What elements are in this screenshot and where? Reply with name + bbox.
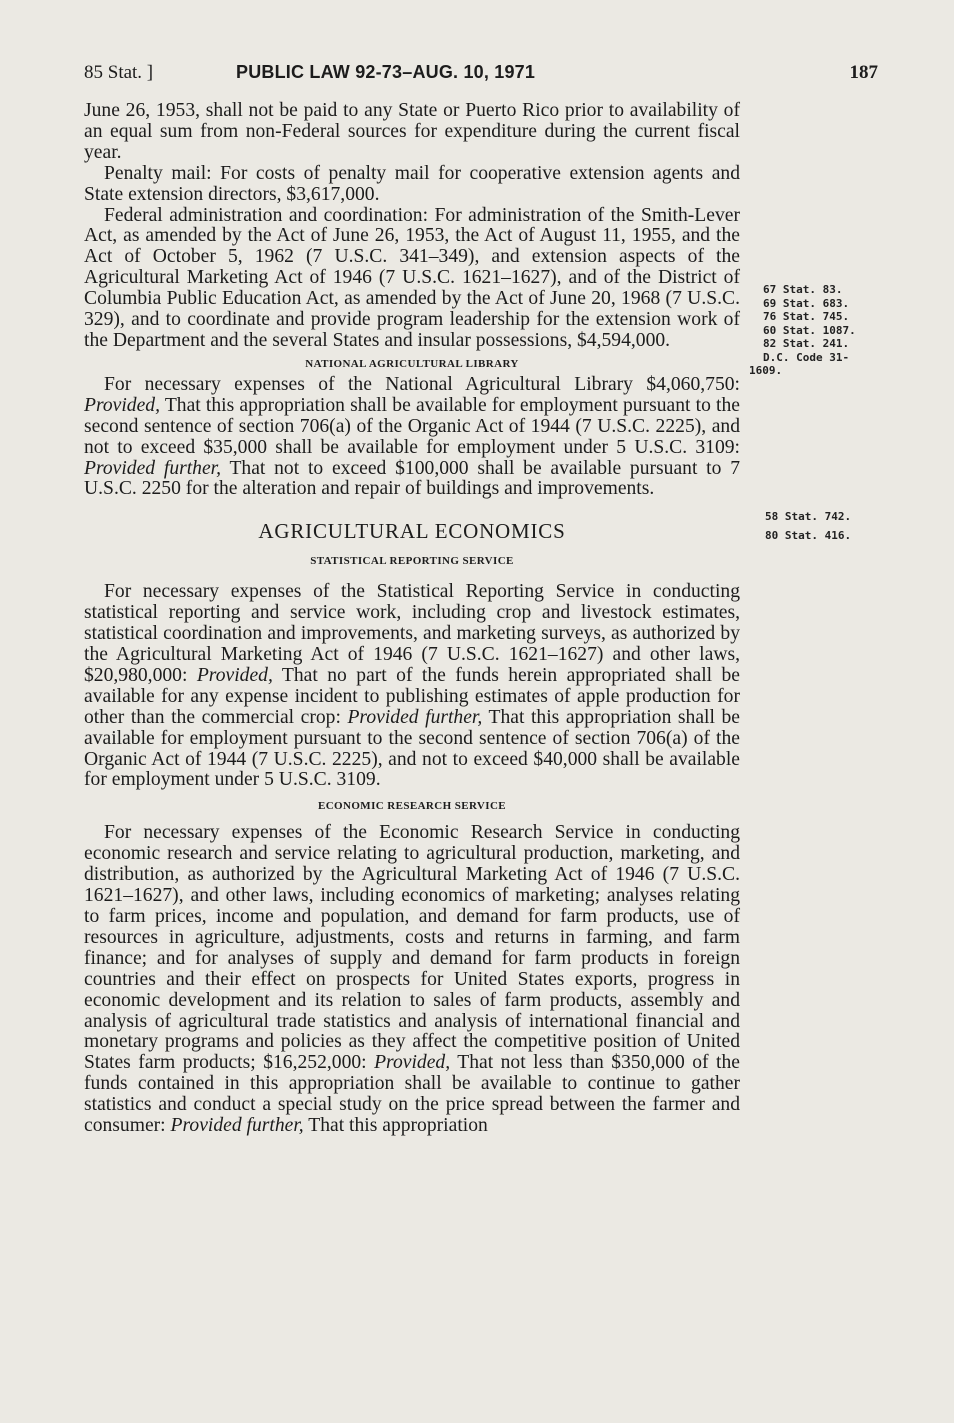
header-volume: 85 Stat. ]	[84, 62, 154, 83]
heading-agricultural-economics: AGRICULTURAL ECONOMICS	[258, 519, 566, 544]
paragraph-continuation: June 26, 1953, shall not be paid to any State or Puerto Rico prior to availability of an equal sum from non-Federal sources for expenditure during the current fiscal year.	[84, 100, 740, 163]
heading-national-agricultural-library: NATIONAL AGRICULTURAL LIBRARY	[305, 357, 519, 370]
text-run: For necessary expenses of the National Agricultural Library $4,060,750:	[104, 373, 740, 395]
text-run: That this appropriation	[303, 1115, 488, 1137]
margin-note: 76 Stat. 745.	[763, 310, 850, 323]
margin-note: 58 Stat. 742.	[765, 510, 852, 523]
header-title: PUBLIC LAW 92-73–AUG. 10, 1971	[236, 62, 536, 82]
italic-proviso: Provided further,	[170, 1115, 304, 1137]
margin-note: 1609.	[749, 364, 783, 377]
main-text-column	[84, 101, 740, 1137]
text-run: That no part of the funds herein appropriated shall be available for any expense incident to publishing estimates of apple production for other than the commercial crop:	[84, 664, 741, 728]
paragraph-statistical-reporting-service	[84, 582, 740, 791]
margin-note: 82 Stat. 241.	[763, 337, 850, 350]
text-run: That this appropriation shall be available for employment pursuant to the second sentence of section 706(a) of the Organic Act of 1944 (7 U.S.C. 2225), and not to exceed $40,000 shall be available for employment under 5 U.S.C. 3109.	[84, 706, 740, 791]
paragraph-penalty-mail: Penalty mail: For costs of penalty mail for cooperative extension agents and State extension directors, $3,617,000.	[84, 162, 740, 205]
margin-notes-citations-b	[765, 507, 851, 545]
paragraph-economic-research-service	[84, 823, 740, 1137]
paragraph-federal-administration: Federal administration and coordination: For administration of the Smith-Lever Act, as amended by the Act of June 26, 1953, the Act of August 11, 1955, and the Act of October 5, 1962 (7 U.S.C. 341–349), and extension aspects of the Agricultural Marketing Act of 1946 (7 U.S.C. 1621–1627), and of the District of Columbia Public Education Act, as amended by the Act of June 20, 1968 (7 U.S.C. 329), and to coordinate and provide program leadership for the extension work of the Department and the several States and insular possessions, $4,594,000.	[84, 204, 740, 351]
margin-note: D.C. Code 31-	[763, 350, 850, 364]
text-run: That not less than $350,000 of the funds contained in this appropriation shall be available to continue to gather statistics and conduct a special study on the price spread between the farmer and consumer:	[84, 1052, 740, 1137]
heading-statistical-reporting-service: STATISTICAL REPORTING SERVICE	[310, 555, 514, 568]
margin-note: 69 Stat. 683.	[763, 296, 850, 310]
heading-economic-research-service: ECONOMIC RESEARCH SERVICE	[317, 800, 507, 813]
italic-proviso: Provided,	[196, 664, 273, 686]
paragraph-national-agricultural-library	[84, 375, 740, 500]
margin-notes-citations-a	[749, 283, 856, 378]
italic-proviso: Provided,	[374, 1052, 451, 1074]
margin-note: 67 Stat. 83.	[763, 283, 843, 296]
italic-proviso: Provided,	[84, 394, 160, 416]
text-run: That not to exceed $100,000 shall be available pursuant to 7 U.S.C. 2250 for the alteration and repair of buildings and improvements.	[84, 457, 740, 500]
italic-proviso: Provided further,	[84, 457, 222, 479]
margin-note: 60 Stat. 1087.	[763, 323, 856, 337]
italic-proviso: Provided further,	[347, 706, 483, 728]
text-run: For necessary expenses of the Statistical Reporting Service in conducting statistical reporting and service work, including crop and livestock estimates, statistical coordination and improvements, and marketing surveys, as authorized by the Agricultural Marketing Act of 1946 (7 U.S.C. 1621–1627) and other laws, $20,980,000:	[84, 581, 740, 686]
margin-note: 80 Stat. 416.	[765, 529, 852, 542]
text-run: For necessary expenses of the Economic Research Service in conducting economic research and service relating to agricultural production, marketing, and distribution, as authorized by the Agricultural Marketing Act of 1946 (7 U.S.C. 1621–1627), and other laws, including economics of marketing; analyses relating to farm prices, income and population, and demand for farm products, use of resources in agriculture, adjustments, costs and returns in farming, and farm finance; and for analyses of supply and demand for farm products in foreign countries and their effect on prospects for United States exports, progress in economic development and its relation to sales of farm products, assembly and analysis of agricultural trade statistics and analysis of international financial and monetary programs and policies as they affect the competitive position of United States farm products; $16,252,000:	[84, 822, 740, 1074]
header-page-number: 187	[849, 62, 878, 83]
text-run: That this appropriation shall be available for employment pursuant to the second sentence of section 706(a) of the Organic Act of 1944 (7 U.S.C. 2225), and not to exceed $35,000 shall be available for employment under 5 U.S.C. 3109:	[84, 394, 740, 458]
